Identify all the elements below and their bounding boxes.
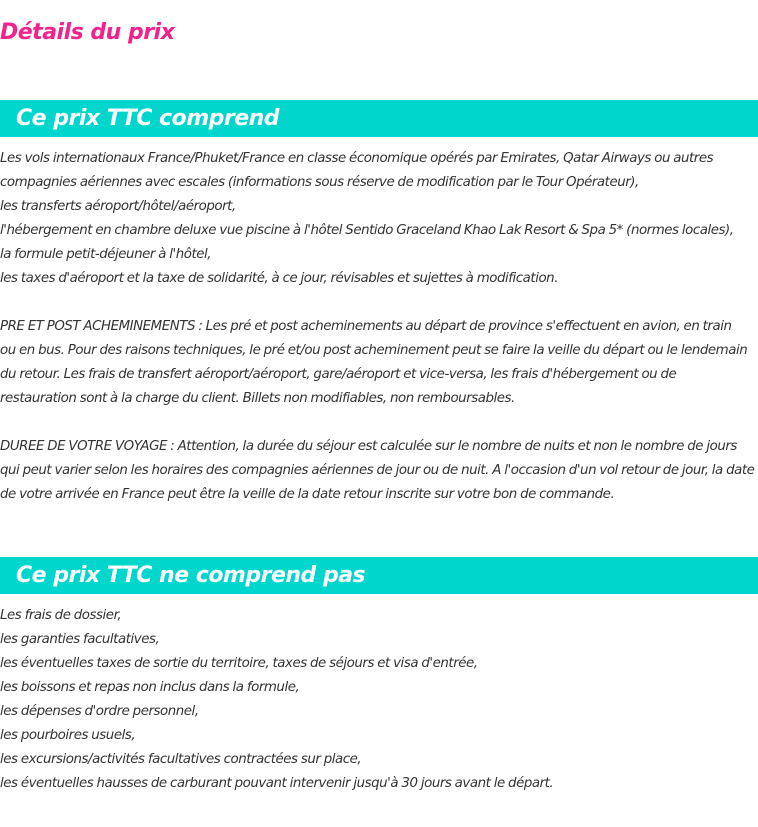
excludes-heading: Ce prix TTC ne comprend pas — [16, 563, 366, 588]
includes-content — [0, 147, 758, 507]
duration-line: DUREE DE VOTRE VOYAGE : Attention, la durée du séjour est calculée sur le nombre de nuits et non le nombre de jours — [0, 439, 737, 454]
includes-line: les transferts aéroport/hôtel/aéroport, — [0, 199, 236, 214]
excludes-line: les dépenses d'ordre personnel, — [0, 704, 199, 719]
excludes-line: les garanties facultatives, — [0, 632, 160, 647]
includes-line: l'hébergement en chambre deluxe vue piscine à l'hôtel Sentido Graceland Khao Lak Resort & Spa 5* (normes locales), — [0, 223, 734, 238]
pre-post-line: PRE ET POST ACHEMINEMENTS : Les pré et post acheminements au départ de province s'effectuent en avion, en train — [0, 319, 732, 334]
includes-line: les taxes d'aéroport et la taxe de solidarité, à ce jour, révisables et sujettes à modification. — [0, 271, 558, 286]
pre-post-line: restauration sont à la charge du client. Billets non modifiables, non remboursables. — [0, 391, 515, 406]
excludes-line: Les frais de dossier, — [0, 608, 122, 623]
excludes-line: les boissons et repas non inclus dans la formule, — [0, 680, 300, 695]
includes-heading: Ce prix TTC comprend — [16, 106, 280, 131]
page-title: Détails du prix — [0, 20, 175, 45]
duration-line: qui peut varier selon les horaires des compagnies aériennes de jour ou de nuit. A l'occasion d'un vol retour de jour, la date — [0, 463, 755, 478]
duration-line: de votre arrivée en France peut être la veille de la date retour inscrite sur votre bon de commande. — [0, 487, 615, 502]
pre-post-line: du retour. Les frais de transfert aéroport/aéroport, gare/aéroport et vice-versa, les frais d'hébergement ou de — [0, 367, 677, 382]
excludes-line: les excursions/activités facultatives contractées sur place, — [0, 752, 362, 767]
excludes-content — [0, 604, 758, 796]
pre-post-line: ou en bus. Pour des raisons techniques, le pré et/ou post acheminement peut se faire la veille du départ ou le lendemain — [0, 343, 748, 358]
includes-line: la formule petit-déjeuner à l'hôtel, — [0, 247, 212, 262]
excludes-line: les éventuelles hausses de carburant pouvant intervenir jusqu'à 30 jours avant le départ. — [0, 776, 554, 791]
includes-line: compagnies aériennes avec escales (informations sous réserve de modification par le Tour Opérateur), — [0, 175, 639, 190]
paragraph-spacer — [0, 411, 756, 435]
excludes-line: les pourboires usuels, — [0, 728, 136, 743]
includes-section-header — [0, 100, 758, 137]
excludes-section-header — [0, 557, 758, 594]
includes-line: Les vols internationaux France/Phuket/France en classe économique opérés par Emirates, Qatar Airways ou autres — [0, 151, 714, 166]
excludes-line: les éventuelles taxes de sortie du territoire, taxes de séjours et visa d'entrée, — [0, 656, 478, 671]
paragraph-spacer — [0, 291, 756, 315]
